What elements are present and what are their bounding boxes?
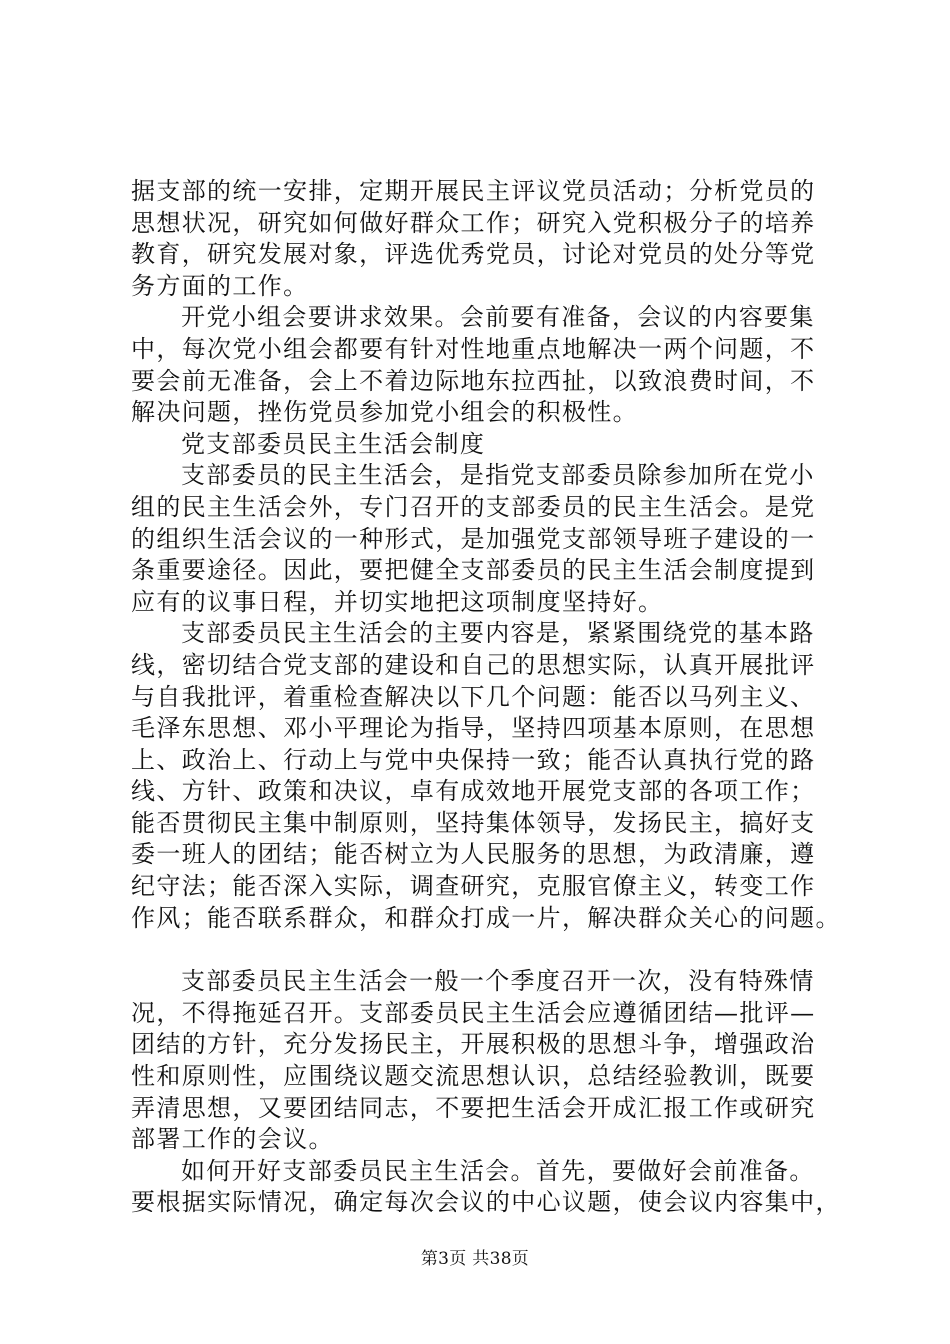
text-line: 务方面的工作。 [131, 271, 309, 300]
section-heading: 党支部委员民主生活会制度 [181, 429, 486, 458]
text-line: 团结的方针，充分发扬民主，开展积极的思想斗争，增强政治 [131, 1030, 816, 1059]
page-number-footer: 第3页 共38页 [420, 1249, 530, 1269]
text-line: 与自我批评，着重检查解决以下几个问题：能否以马列主义、 [131, 682, 816, 711]
text-line: 弄清思想，又要团结同志，不要把生活会开成汇报工作或研究 [131, 1093, 816, 1122]
text-line: 委一班人的团结；能否树立为人民服务的思想，为政清廉，遵 [131, 840, 816, 869]
paragraph-gap [131, 934, 831, 966]
text-line: 组的民主生活会外，专门召开的支部委员的民主生活会。是党 [131, 492, 816, 521]
paragraph-first-line: 支部委员的民主生活会，是指党支部委员除参加所在党小 [181, 461, 815, 490]
text-line: 能否贯彻民主集中制原则，坚持集体领导，发扬民主，搞好支 [131, 808, 816, 837]
text-line: 的组织生活会议的一种形式，是加强党支部领导班子建设的一 [131, 524, 816, 553]
body-text [131, 176, 841, 1219]
text-line: 应有的议事日程，并切实地把这项制度坚持好。 [131, 587, 664, 616]
text-line: 线、方针、政策和决议，卓有成效地开展党支部的各项工作； [131, 777, 816, 806]
text-line: 要会前无准备，会上不着边际地东拉西扯，以致浪费时间，不 [131, 366, 816, 395]
paragraph-first-line: 支部委员民主生活会的主要内容是，紧紧围绕党的基本路 [181, 619, 815, 648]
text-line: 况，不得拖延召开。支部委员民主生活会应遵循团结—批评— [131, 998, 816, 1027]
text-line: 纪守法；能否深入实际，调查研究，克服官僚主义，转变工作 [131, 872, 816, 901]
text-line: 要根据实际情况，确定每次会议的中心议题，使会议内容集中， [131, 1188, 841, 1217]
text-line: 性和原则性，应围绕议题交流思想认识，总结经验教训，既要 [131, 1062, 816, 1091]
text-line: 思想状况，研究如何做好群众工作；研究入党积极分子的培养 [131, 208, 816, 237]
text-line: 教育，研究发展对象，评选优秀党员，讨论对党员的处分等党 [131, 240, 816, 269]
text-line: 作风；能否联系群众，和群众打成一片，解决群众关心的问题。 [131, 903, 841, 932]
paragraph-first-line: 支部委员民主生活会一般一个季度召开一次，没有特殊情 [181, 967, 815, 996]
paragraph-first-line: 开党小组会要讲求效果。会前要有准备，会议的内容要集 [181, 303, 815, 332]
paragraph-first-line: 如何开好支部委员民主生活会。首先，要做好会前准备。 [181, 1156, 815, 1185]
text-line: 条重要途径。因此，要把健全支部委员的民主生活会制度提到 [131, 556, 816, 585]
text-line: 上、政治上、行动上与党中央保持一致；能否认真执行党的路 [131, 745, 816, 774]
text-line: 中，每次党小组会都要有针对性地重点地解决一两个问题，不 [131, 334, 816, 363]
text-line: 部署工作的会议。 [131, 1125, 334, 1154]
text-line: 毛泽东思想、邓小平理论为指导，坚持四项基本原则，在思想 [131, 714, 816, 743]
text-line: 据支部的统一安排，定期开展民主评议党员活动；分析党员的 [131, 177, 816, 205]
text-line: 解决问题，挫伤党员参加党小组会的积极性。 [131, 398, 638, 427]
text-line: 线，密切结合党支部的建设和自己的思想实际，认真开展批评 [131, 650, 816, 679]
